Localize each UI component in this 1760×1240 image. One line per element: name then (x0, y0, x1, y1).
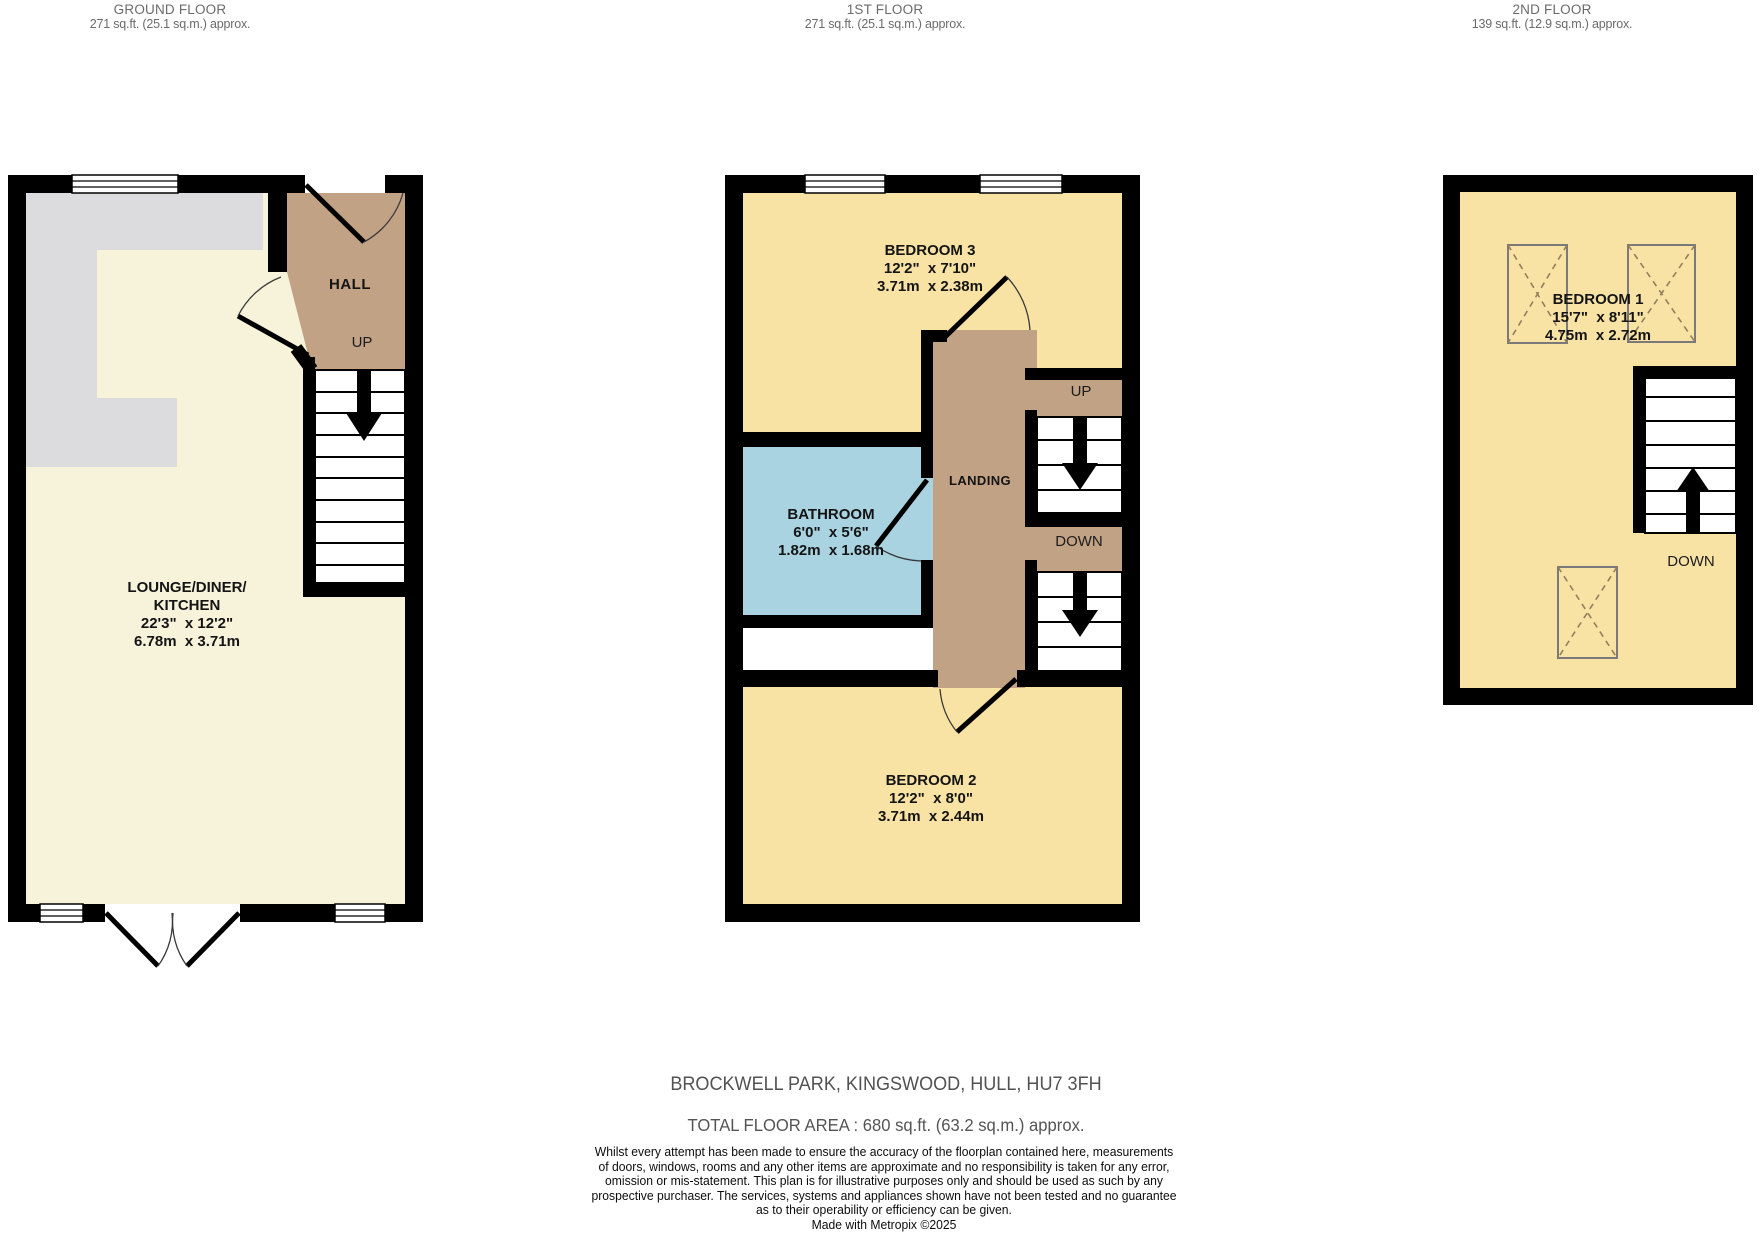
floor-title: 1ST FLOOR (846, 2, 924, 17)
bedroom1-label: BEDROOM 1 15'7" x 8'11" 4.75m x 2.72m (1545, 291, 1651, 344)
first-window-right (980, 175, 1062, 193)
property-address: BROCKWELL PARK, KINGSWOOD, HULL, HU7 3FH (670, 1074, 1102, 1095)
disclaimer: Whilst every attempt has been made to ensure the accuracy of the floorplan contained here, measurements of doors, windows, rooms and any other items are approximate and no responsibility is taken for any error, omission or mis-statement. This plan is for illustrative purposes only and should be used as such by any prospective purchaser. The services, systems and appliances shown have not been tested and no guarantee as to their operability or efficiency can be given. Made with Metropix ©2025 (591, 1144, 1177, 1232)
bathroom-label: BATHROOM 6'0" x 5'6" 1.82m x 1.68m (778, 506, 884, 559)
second-floor-plan (1443, 175, 1753, 705)
ground-floor-plan (8, 175, 423, 966)
ground-window-bottom-right (335, 904, 385, 922)
bedroom2-label: BEDROOM 2 12'2" x 8'0" 3.71m x 2.44m (878, 772, 984, 825)
first-window-left (805, 175, 885, 193)
second-down-label: DOWN (1667, 553, 1715, 570)
metropix-credit: Made with Metropix ©2025 (811, 1216, 957, 1232)
hall-label: HALL (329, 276, 371, 293)
floor-title: GROUND FLOOR (113, 2, 227, 17)
ground-up-label: UP (351, 334, 373, 351)
floor-area-text: 139 sq.ft. (12.9 sq.m.) approx. (1471, 17, 1633, 31)
ground-window-top (72, 175, 178, 193)
patio-double-door-swing (106, 913, 239, 966)
floor-area-text: 271 sq.ft. (25.1 sq.m.) approx. (89, 17, 251, 31)
landing-label: LANDING (948, 473, 1012, 488)
ground-floor-header (90, 2, 251, 32)
total-floor-area: TOTAL FLOOR AREA : 680 sq.ft. (63.2 sq.m.) approx. (687, 1115, 1085, 1135)
bedroom3-label: BEDROOM 3 12'2" x 7'10" 3.71m x 2.38m (877, 242, 983, 295)
first-up-label: UP (1070, 383, 1092, 400)
lounge-label: LOUNGE/DINER/ KITCHEN 22'3" x 12'2" 6.78m x 3.71m (127, 579, 247, 650)
first-down-label: DOWN (1055, 533, 1103, 550)
floor-area-text: 271 sq.ft. (25.1 sq.m.) approx. (804, 17, 966, 31)
ground-window-bottom-left (40, 904, 83, 922)
second-floor-header (1472, 2, 1633, 32)
first-floor-header (805, 2, 966, 32)
floor-title: 2ND FLOOR (1512, 2, 1592, 17)
